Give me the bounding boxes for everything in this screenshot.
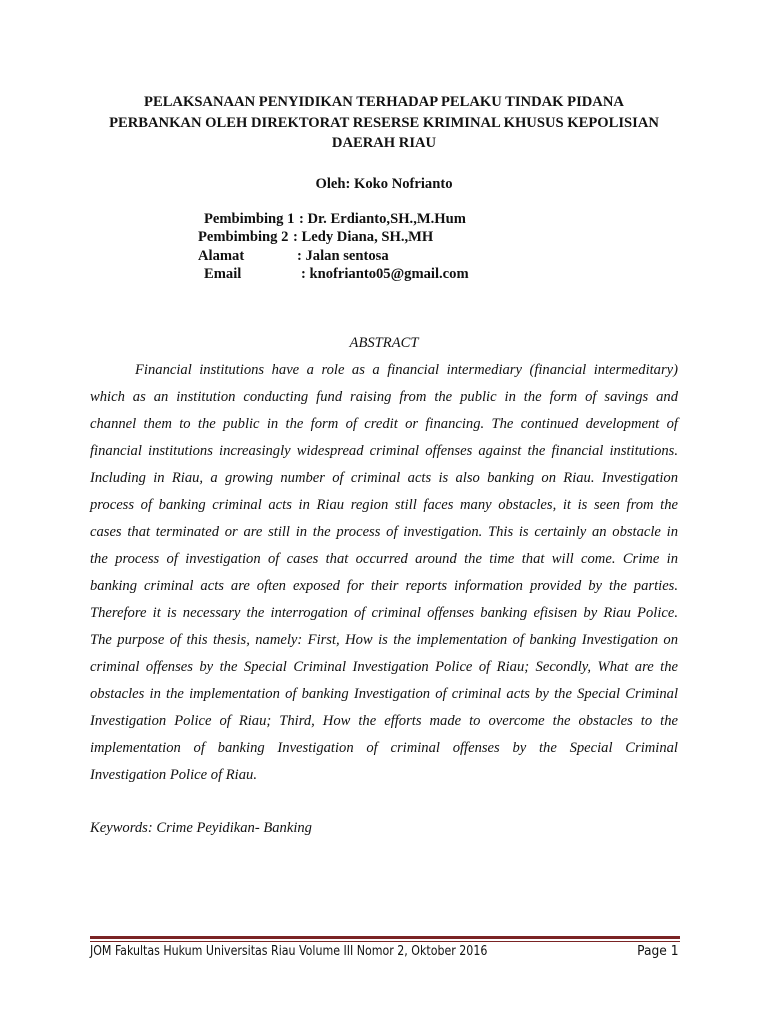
author-line: Oleh: Koko Nofrianto (315, 176, 453, 192)
footer-rule-thick (90, 936, 680, 939)
abstract-heading: ABSTRACT (349, 335, 419, 351)
abstract-line: The purpose of this thesis, namely: First, How is the implementation of banking Investigation on (90, 632, 678, 648)
info-label: Email (204, 265, 242, 282)
abstract-line: Including in Riau, a growing number of criminal acts is also banking on Riau. Investigation (90, 470, 678, 486)
abstract-line: financial institutions increasingly widespread criminal offenses against the financial institutions. (90, 443, 678, 459)
abstract-line: banking criminal acts are often exposed for their reports information provided by the parties. (90, 578, 678, 594)
info-label: Pembimbing 2 (198, 229, 289, 246)
abstract-line: Therefore it is necessary the interrogation of criminal offenses banking efisisen by Riau Police. (90, 605, 678, 621)
paper-title (60, 92, 708, 154)
abstract-line: obstacles in the implementation of banking Investigation of criminal acts by the Special Criminal (90, 686, 678, 702)
abstract-line: channel them to the public in the form of credit or financing. The continued development of (90, 416, 678, 432)
footer-journal-citation: JOM Fakultas Hukum Universitas Riau Volume III Nomor 2, Oktober 2016 (90, 944, 488, 959)
abstract-line: criminal offenses by the Special Criminal Investigation Police of Riau; Secondly, What are the (90, 659, 678, 675)
title-line: DAERAH RIAU (331, 135, 437, 151)
abstract-line: implementation of banking Investigation of criminal offenses by the Special Criminal (90, 740, 678, 756)
footer-rule-thin (90, 941, 680, 942)
info-label: Pembimbing 1 (204, 211, 295, 227)
info-value: : Jalan sentosa (297, 247, 389, 264)
abstract-line: which as an institution conducting fund raising from the public in the form of savings and (90, 389, 678, 405)
title-line: PELAKSANAAN PENYIDIKAN TERHADAP PELAKU TINDAK PIDANA (144, 94, 624, 110)
abstract-line: process of banking criminal acts in Riau region still faces many obstacles, it is seen from the (90, 497, 678, 513)
title-line: PERBANKAN OLEH DIREKTORAT RESERSE KRIMINAL KHUSUS KEPOLISIAN (109, 114, 659, 131)
abstract-line: Investigation Police of Riau. (90, 767, 257, 783)
abstract-body (90, 360, 678, 792)
abstract-line: cases that terminated or are still in the process of investigation. This is certainly an obstacle in (90, 524, 678, 540)
keywords-line: Keywords: Crime Peyidikan- Banking (90, 820, 312, 836)
info-label: Alamat (198, 247, 245, 264)
abstract-line: the process of investigation of cases that occurred around the time that will come. Crime in (90, 551, 678, 567)
info-value: : knofrianto05@gmail.com (301, 265, 469, 282)
abstract-line: Financial institutions have a role as a financial intermediary (financial intermeditary) (135, 362, 678, 378)
footer-page-number: Page 1 (637, 944, 679, 959)
info-value: : Ledy Diana, SH.,MH (293, 229, 434, 246)
abstract-line: Investigation Police of Riau; Third, How the efforts made to overcome the obstacles to the (90, 713, 678, 729)
info-value: : Dr. Erdianto,SH.,M.Hum (299, 211, 466, 227)
